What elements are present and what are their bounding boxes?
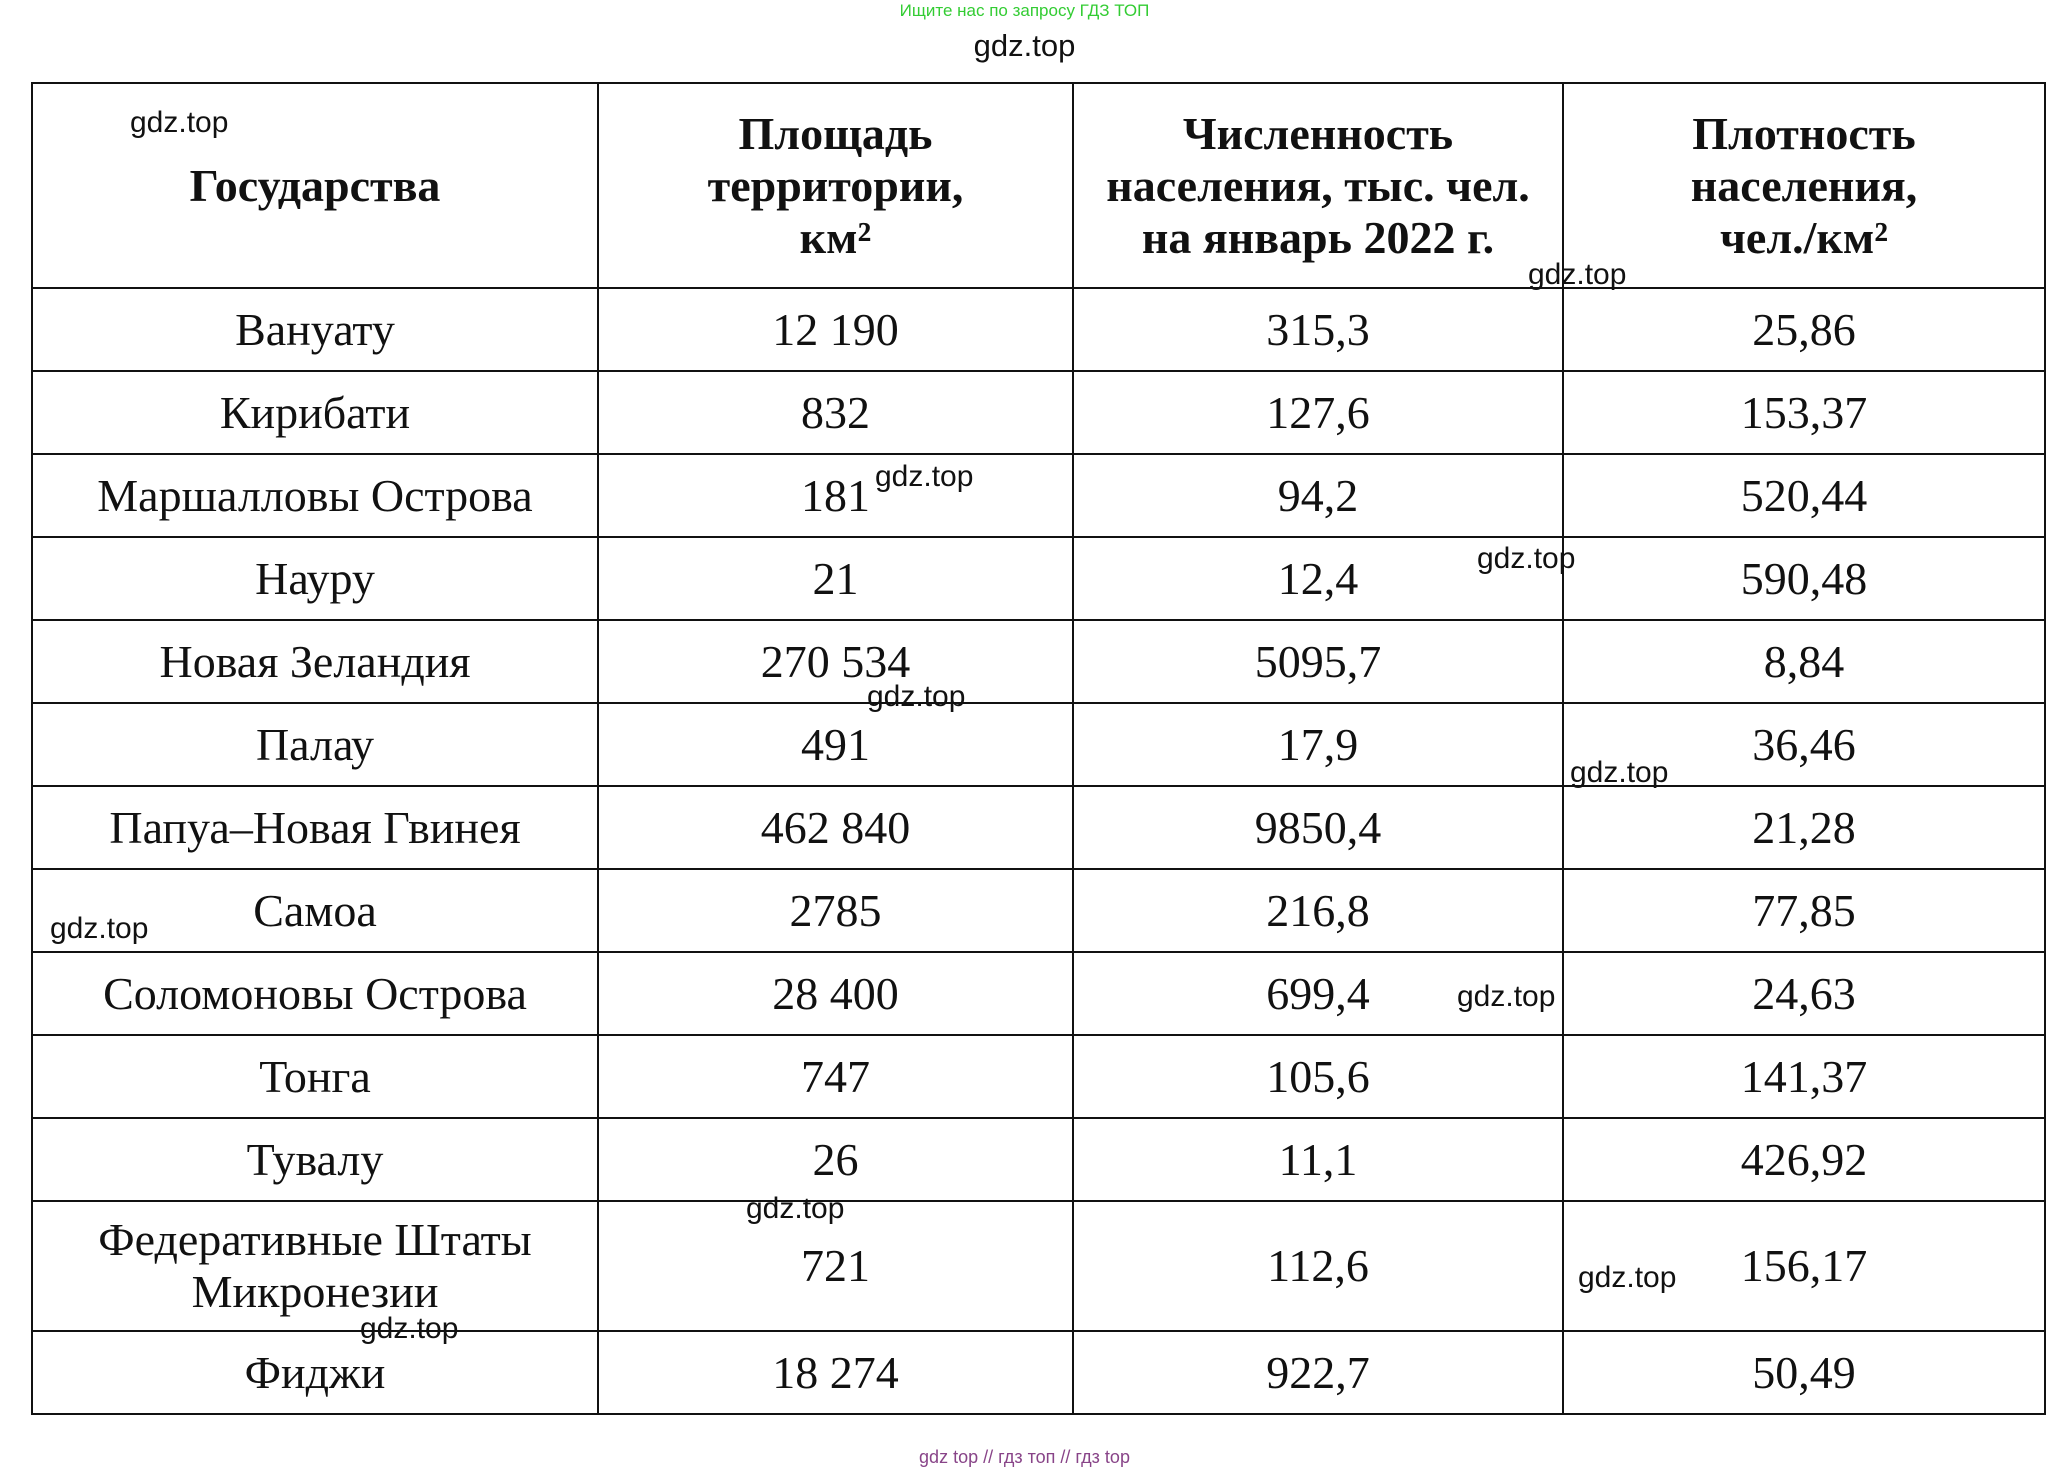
cell-country: Самоа [32,869,598,952]
cell-country-text: Федеративные Штаты Микронезии [98,1214,532,1317]
table-row [32,1035,2045,1118]
cell-population: 5095,7 [1073,620,1563,703]
table-row [32,1201,2045,1331]
table-row [32,952,2045,1035]
cell-area: 28 400 [598,952,1073,1035]
cell-density: 8,84 [1563,620,2045,703]
cell-country: Науру [32,537,598,620]
header-population [1073,83,1563,288]
cell-population: 127,6 [1073,371,1563,454]
header-density [1563,83,2045,288]
cell-population: 12,4 [1073,537,1563,620]
cell-area: 270 534 [598,620,1073,703]
cell-density: 36,46 [1563,703,2045,786]
watermark: gdz.top [875,460,974,493]
cell-area: 18 274 [598,1331,1073,1414]
table-row [32,1331,2045,1414]
cell-population: 315,3 [1073,288,1563,371]
cell-population: 216,8 [1073,869,1563,952]
table-row [32,620,2045,703]
cell-area: 747 [598,1035,1073,1118]
table-row [32,869,2045,952]
table-row [32,371,2045,454]
cell-density: 590,48 [1563,537,2045,620]
cell-country [32,1201,598,1331]
table-row [32,288,2045,371]
watermark: gdz.top [746,1192,845,1225]
cell-population: 699,4 [1073,952,1563,1035]
site-name: gdz.top [973,28,1076,63]
cell-country: Соломоновы Острова [32,952,598,1035]
cell-country: Кирибати [32,371,598,454]
cell-country: Папуа–Новая Гвинея [32,786,598,869]
watermark: gdz.top [1457,980,1556,1013]
header-label: Площадь территории, км² [707,107,964,263]
cell-population: 105,6 [1073,1035,1563,1118]
table-row [32,786,2045,869]
cell-density: 141,37 [1563,1035,2045,1118]
table-row [32,703,2045,786]
cell-population: 11,1 [1073,1118,1563,1201]
cell-density: 77,85 [1563,869,2045,952]
watermark: gdz.top [360,1312,459,1345]
cell-population: 9850,4 [1073,786,1563,869]
cell-country: Палау [32,703,598,786]
watermark: gdz.top [1477,542,1576,575]
cell-country: Фиджи [32,1331,598,1414]
watermark: gdz.top [1578,1261,1677,1294]
cell-country: Тувалу [32,1118,598,1201]
cell-population: 112,6 [1073,1201,1563,1331]
cell-area: 26 [598,1118,1073,1201]
watermark: gdz.top [867,680,966,713]
header-label: Численность населения, тыс. чел. на январь 2022 г. [1106,107,1530,263]
cell-country: Тонга [32,1035,598,1118]
table-row [32,537,2045,620]
cell-density: 153,37 [1563,371,2045,454]
cell-density: 50,49 [1563,1331,2045,1414]
table-row [32,454,2045,537]
cell-area: 832 [598,371,1073,454]
cell-population: 17,9 [1073,703,1563,786]
cell-country: Вануату [32,288,598,371]
cell-country: Маршалловы Острова [32,454,598,537]
cell-density: 24,63 [1563,952,2045,1035]
header-label: Государства [189,159,441,211]
footer-links[interactable]: gdz top // гдз топ // гдз top [919,1447,1130,1467]
cell-area: 12 190 [598,288,1073,371]
cell-area: 491 [598,703,1073,786]
watermark: gdz.top [1528,258,1627,291]
cell-density: 25,86 [1563,288,2045,371]
header-country [32,83,598,288]
table-row [32,1118,2045,1201]
watermark: gdz.top [1570,756,1669,789]
header-label: Плотность населения, чел./км² [1690,107,1918,263]
header-area [598,83,1073,288]
cell-area: 462 840 [598,786,1073,869]
cell-area: 181 [598,454,1073,537]
cell-area: 2785 [598,869,1073,952]
cell-country: Новая Зеландия [32,620,598,703]
cell-area: 721 [598,1201,1073,1331]
watermark: gdz.top [50,912,149,945]
table-header-row [32,83,2045,288]
cell-population: 94,2 [1073,454,1563,537]
watermark: gdz.top [130,106,229,139]
cell-density: 426,92 [1563,1118,2045,1201]
cell-density: 21,28 [1563,786,2045,869]
data-table [31,82,2046,1415]
cell-population: 922,7 [1073,1331,1563,1414]
promo-banner: Ищите нас по запросу ГДЗ ТОП [899,1,1150,20]
cell-area: 21 [598,537,1073,620]
cell-density: 156,17 [1563,1201,2045,1331]
cell-density: 520,44 [1563,454,2045,537]
